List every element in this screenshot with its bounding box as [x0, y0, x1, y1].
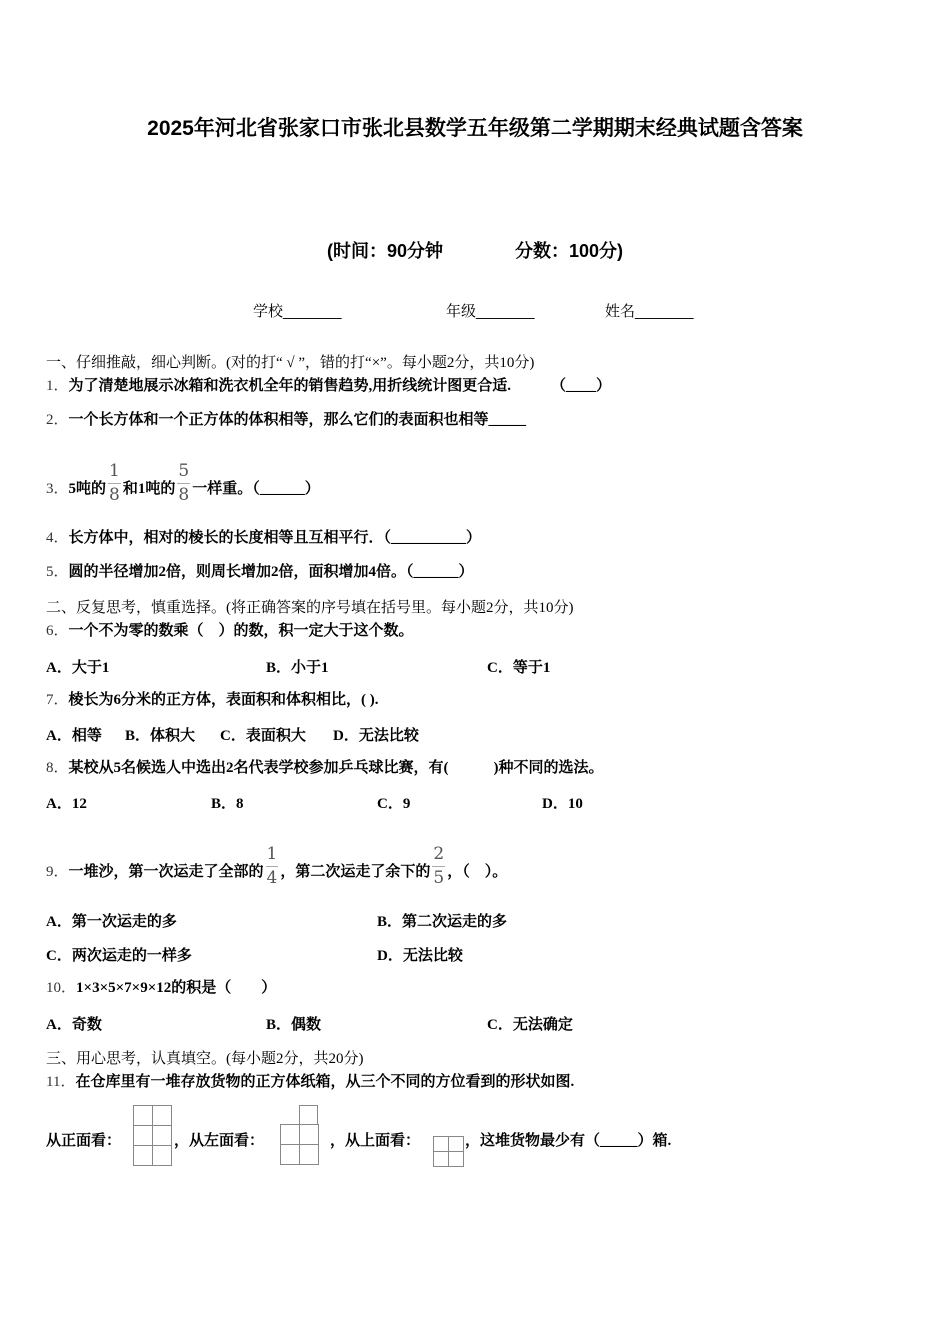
question-number: 11． — [46, 1074, 76, 1090]
question-number: 10． — [46, 980, 77, 996]
left-view-figure-top — [299, 1105, 318, 1125]
option-c[interactable]: C．无法确定 — [487, 1017, 573, 1033]
answer-blank[interactable]: _____ — [488, 412, 527, 428]
question-number: 6． — [46, 623, 69, 639]
school-field[interactable]: 学校_______ — [253, 303, 342, 320]
question-7: 7．棱长为6分米的正方体，表面积和体积相比，( ). — [46, 692, 379, 708]
exam-meta — [0, 237, 950, 263]
question-11: 11．在仓库里有一堆存放货物的正方体纸箱，从三个不同的方位看到的形状如图. — [46, 1074, 575, 1090]
option-b[interactable]: B．偶数 — [266, 1017, 322, 1033]
question-6: 6．一个不为零的数乘（ ）的数，积一定大于这个数。 — [46, 623, 414, 639]
section-3-heading: 三、用心思考，认真填空。(每小题2分，共20分) — [46, 1051, 364, 1067]
question-2: 2．一个长方体和一个正方体的体积相等，那么它们的表面积也相等_____ — [46, 412, 527, 428]
option-a[interactable]: A．12 — [46, 796, 87, 812]
question-number: 1． — [46, 378, 69, 394]
option-d[interactable]: D．10 — [542, 796, 583, 812]
left-view-label: ，从左面看： — [174, 1133, 265, 1149]
front-view-figure — [133, 1105, 172, 1166]
question-number: 4． — [46, 530, 69, 546]
question-3: 3．5吨的 $\frac{1}{8}$ 和1吨的 $\frac{5}{8}$ 一样重。（______） — [46, 461, 320, 505]
question-number: 5． — [46, 564, 69, 580]
question-number: 3． — [46, 480, 69, 497]
front-view-label: 从正面看： — [46, 1133, 122, 1149]
option-a[interactable]: A．奇数 — [46, 1017, 102, 1033]
question-number: 2． — [46, 412, 69, 428]
option-a[interactable]: A．相等 — [46, 728, 102, 744]
option-b[interactable]: B．8 — [211, 796, 244, 812]
option-b[interactable]: B．小于1 — [266, 660, 329, 676]
question-4: 4．长方体中，相对的棱长的长度相等且互相平行．（__________） — [46, 530, 482, 546]
option-d[interactable]: D．无法比较 — [377, 948, 463, 964]
section-1-heading: 一、仔细推敲，细心判断。(对的打“ √ ”，错的打“×”。每小题2分，共10分) — [46, 355, 535, 371]
top-view-label: ，从上面看： — [330, 1133, 421, 1149]
question-10: 10．1×3×5×7×9×12的积是（ ） — [46, 980, 277, 996]
question-11-answer[interactable]: ，这堆货物最少有（_____）箱. — [465, 1133, 672, 1149]
question-number: 9． — [46, 863, 69, 880]
grade-field[interactable]: 年级_______ — [446, 303, 535, 320]
answer-blank[interactable]: （____） — [551, 378, 612, 394]
fraction: $\frac{1}{4}$ — [266, 844, 278, 888]
option-b[interactable]: B．第二次运走的多 — [377, 914, 508, 930]
option-d[interactable]: D．无法比较 — [333, 728, 419, 744]
question-3-tail[interactable]: 一样重。（______） — [192, 480, 320, 497]
question-number: 8． — [46, 760, 69, 776]
name-field[interactable]: 姓名_______ — [605, 303, 694, 320]
fraction: $\frac{2}{5}$ — [433, 844, 445, 888]
score-label: 分数：100分) — [514, 241, 624, 261]
section-2-heading: 二、反复思考，慎重选择。(将正确答案的序号填在括号里。每小题2分，共10分) — [46, 600, 574, 616]
question-1: 1．为了清楚地展示冰箱和洗衣机全年的销售趋势,用折线统计图更合适. （____） — [46, 378, 612, 394]
left-view-figure — [280, 1124, 319, 1165]
fraction: $\frac{5}{8}$ — [178, 461, 190, 505]
option-c[interactable]: C．9 — [377, 796, 411, 812]
question-5: 5．圆的半径增加2倍，则周长增加2倍，面积增加4倍。（______） — [46, 564, 474, 580]
option-c[interactable]: C．等于1 — [487, 660, 551, 676]
time-label: (时间：90分钟 — [326, 241, 443, 261]
question-number: 7． — [46, 692, 69, 708]
option-b[interactable]: B．体积大 — [125, 728, 196, 744]
option-c[interactable]: C．两次运走的一样多 — [46, 948, 192, 964]
document-title: 2025年河北省张家口市张北县数学五年级第二学期期末经典试题含答案 — [147, 117, 803, 140]
option-c[interactable]: C．表面积大 — [220, 728, 306, 744]
question-8: 8．某校从5名候选人中选出2名代表学校参加乒乓球比赛，有( )种不同的选法。 — [46, 760, 604, 776]
fraction: $\frac{1}{8}$ — [109, 461, 120, 505]
question-9: 9．一堆沙，第一次运走了全部的 $\frac{1}{4}$ ，第二次运走了余下的 $\frac{2}{5}$ ，（ ）。 — [46, 844, 508, 888]
option-a[interactable]: A．大于1 — [46, 660, 110, 676]
option-a[interactable]: A．第一次运走的多 — [46, 914, 177, 930]
top-view-figure — [433, 1136, 464, 1167]
